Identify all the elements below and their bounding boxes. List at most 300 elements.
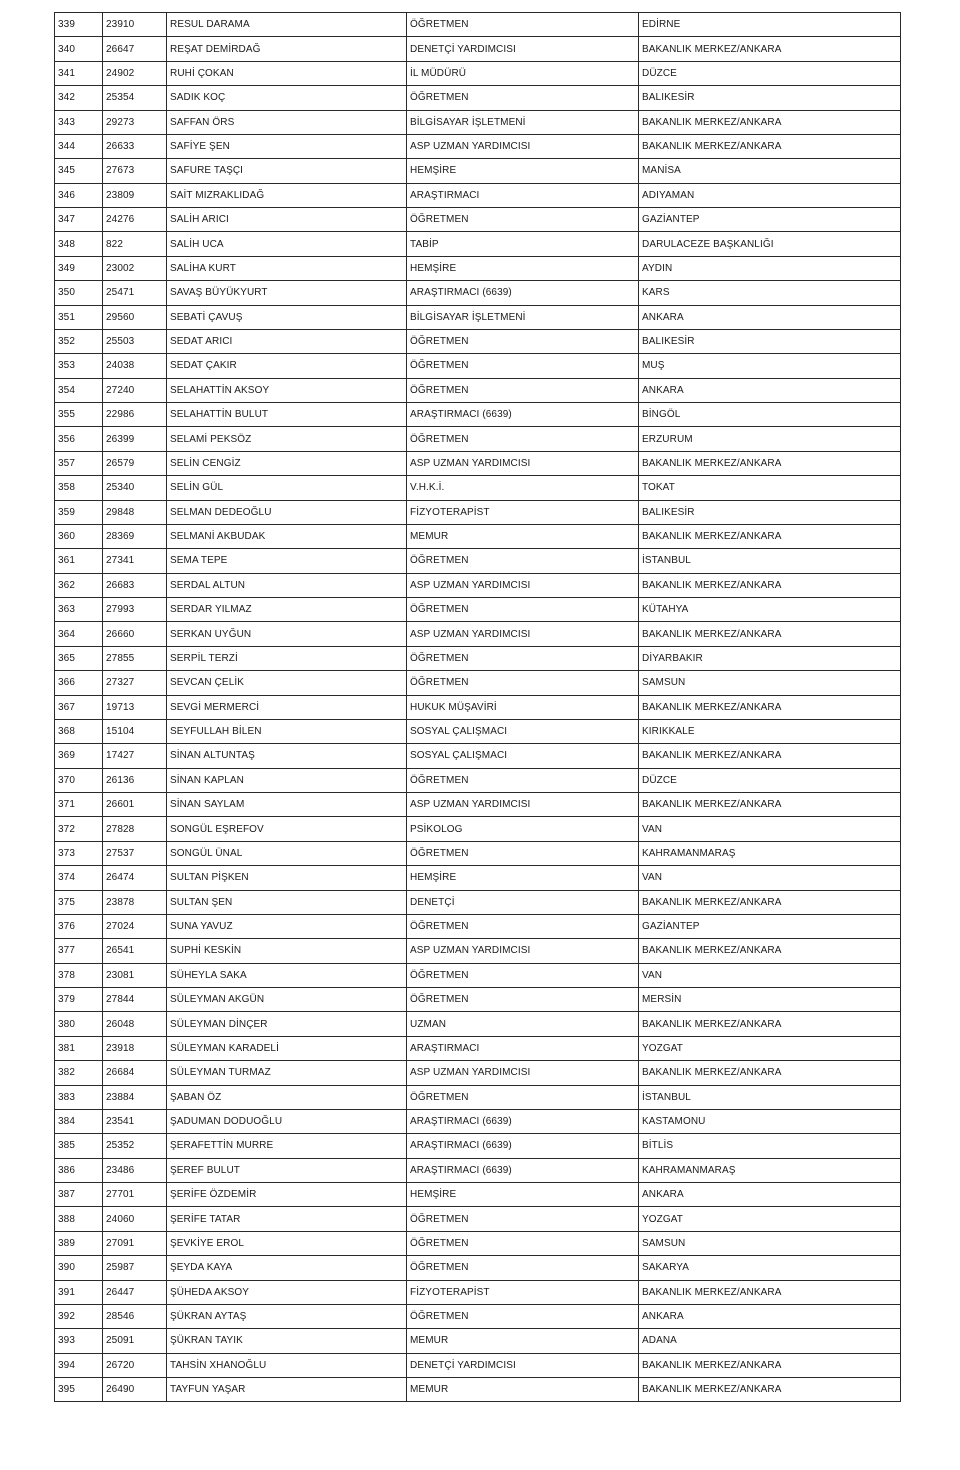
- job-title-cell: ÖĞRETMEN: [407, 963, 639, 987]
- registry-number-cell: 26683: [103, 573, 167, 597]
- row-number-cell: 386: [55, 1158, 103, 1182]
- assigned-unit-cell: YOZGAT: [639, 1207, 901, 1231]
- full-name-cell: SELMAN DEDEOĞLU: [167, 500, 407, 524]
- table-row: [55, 232, 901, 256]
- registry-number-cell: 29273: [103, 110, 167, 134]
- registry-number-cell: 15104: [103, 719, 167, 743]
- row-number-cell: 355: [55, 403, 103, 427]
- row-number-cell: 377: [55, 939, 103, 963]
- row-number-cell: 391: [55, 1280, 103, 1304]
- full-name-cell: ŞABAN ÖZ: [167, 1085, 407, 1109]
- row-number-cell: 356: [55, 427, 103, 451]
- full-name-cell: SUPHİ KESKİN: [167, 939, 407, 963]
- row-number-cell: 389: [55, 1231, 103, 1255]
- job-title-cell: ÖĞRETMEN: [407, 988, 639, 1012]
- table-row: [55, 1256, 901, 1280]
- table-row: [55, 744, 901, 768]
- row-number-cell: 353: [55, 354, 103, 378]
- assigned-unit-cell: BAKANLIK MERKEZ/ANKARA: [639, 695, 901, 719]
- row-number-cell: 361: [55, 549, 103, 573]
- row-number-cell: 388: [55, 1207, 103, 1231]
- table-row: [55, 37, 901, 61]
- row-number-cell: 368: [55, 719, 103, 743]
- full-name-cell: ŞÜKRAN TAYIK: [167, 1329, 407, 1353]
- table-row: [55, 1378, 901, 1402]
- table-row: [55, 1183, 901, 1207]
- row-number-cell: 350: [55, 281, 103, 305]
- table-row: [55, 1134, 901, 1158]
- row-number-cell: 392: [55, 1304, 103, 1328]
- row-number-cell: 363: [55, 598, 103, 622]
- job-title-cell: MEMUR: [407, 1378, 639, 1402]
- full-name-cell: SERDAR YILMAZ: [167, 598, 407, 622]
- table-row: [55, 427, 901, 451]
- registry-number-cell: 25987: [103, 1256, 167, 1280]
- assigned-unit-cell: BALIKESİR: [639, 86, 901, 110]
- full-name-cell: SİNAN ALTUNTAŞ: [167, 744, 407, 768]
- row-number-cell: 339: [55, 13, 103, 37]
- full-name-cell: RUHİ ÇOKAN: [167, 61, 407, 85]
- row-number-cell: 371: [55, 793, 103, 817]
- table-row: [55, 1231, 901, 1255]
- table-row: [55, 1158, 901, 1182]
- job-title-cell: ASP UZMAN YARDIMCISI: [407, 939, 639, 963]
- registry-number-cell: 23002: [103, 256, 167, 280]
- full-name-cell: SULTAN ŞEN: [167, 890, 407, 914]
- job-title-cell: PSİKOLOG: [407, 817, 639, 841]
- row-number-cell: 394: [55, 1353, 103, 1377]
- job-title-cell: ARAŞTIRMACI (6639): [407, 1158, 639, 1182]
- assigned-unit-cell: BAKANLIK MERKEZ/ANKARA: [639, 744, 901, 768]
- assigned-unit-cell: BAKANLIK MERKEZ/ANKARA: [639, 1378, 901, 1402]
- table-row: [55, 1012, 901, 1036]
- job-title-cell: ÖĞRETMEN: [407, 427, 639, 451]
- assigned-unit-cell: GAZİANTEP: [639, 914, 901, 938]
- table-row: [55, 1280, 901, 1304]
- assigned-unit-cell: BAKANLIK MERKEZ/ANKARA: [639, 622, 901, 646]
- table-row: [55, 646, 901, 670]
- full-name-cell: SAFİYE ŞEN: [167, 134, 407, 158]
- row-number-cell: 365: [55, 646, 103, 670]
- personnel-table-body: [55, 13, 901, 1402]
- row-number-cell: 341: [55, 61, 103, 85]
- table-row: [55, 110, 901, 134]
- registry-number-cell: 24276: [103, 208, 167, 232]
- row-number-cell: 374: [55, 866, 103, 890]
- full-name-cell: SÜHEYLA SAKA: [167, 963, 407, 987]
- row-number-cell: 347: [55, 208, 103, 232]
- row-number-cell: 352: [55, 329, 103, 353]
- assigned-unit-cell: KASTAMONU: [639, 1109, 901, 1133]
- assigned-unit-cell: EDİRNE: [639, 13, 901, 37]
- table-row: [55, 866, 901, 890]
- registry-number-cell: 26048: [103, 1012, 167, 1036]
- job-title-cell: BİLGİSAYAR İŞLETMENİ: [407, 305, 639, 329]
- assigned-unit-cell: BAKANLIK MERKEZ/ANKARA: [639, 793, 901, 817]
- full-name-cell: SERPİL TERZİ: [167, 646, 407, 670]
- row-number-cell: 375: [55, 890, 103, 914]
- table-row: [55, 573, 901, 597]
- assigned-unit-cell: BAKANLIK MERKEZ/ANKARA: [639, 1061, 901, 1085]
- row-number-cell: 343: [55, 110, 103, 134]
- registry-number-cell: 26490: [103, 1378, 167, 1402]
- full-name-cell: SEYFULLAH BİLEN: [167, 719, 407, 743]
- registry-number-cell: 24902: [103, 61, 167, 85]
- registry-number-cell: 27844: [103, 988, 167, 1012]
- assigned-unit-cell: DÜZCE: [639, 768, 901, 792]
- full-name-cell: ŞÜKRAN AYTAŞ: [167, 1304, 407, 1328]
- full-name-cell: SAVAŞ BÜYÜKYURT: [167, 281, 407, 305]
- table-row: [55, 1085, 901, 1109]
- registry-number-cell: 25352: [103, 1134, 167, 1158]
- row-number-cell: 359: [55, 500, 103, 524]
- full-name-cell: SEDAT ARICI: [167, 329, 407, 353]
- registry-number-cell: 29848: [103, 500, 167, 524]
- row-number-cell: 380: [55, 1012, 103, 1036]
- row-number-cell: 367: [55, 695, 103, 719]
- assigned-unit-cell: VAN: [639, 817, 901, 841]
- job-title-cell: FİZYOTERAPİST: [407, 1280, 639, 1304]
- table-row: [55, 1207, 901, 1231]
- table-row: [55, 403, 901, 427]
- full-name-cell: SÜLEYMAN TURMAZ: [167, 1061, 407, 1085]
- table-row: [55, 86, 901, 110]
- full-name-cell: SALİHA KURT: [167, 256, 407, 280]
- job-title-cell: ASP UZMAN YARDIMCISI: [407, 793, 639, 817]
- row-number-cell: 346: [55, 183, 103, 207]
- table-row: [55, 1061, 901, 1085]
- assigned-unit-cell: BAKANLIK MERKEZ/ANKARA: [639, 524, 901, 548]
- registry-number-cell: 23910: [103, 13, 167, 37]
- job-title-cell: ÖĞRETMEN: [407, 1256, 639, 1280]
- job-title-cell: V.H.K.İ.: [407, 476, 639, 500]
- registry-number-cell: 26720: [103, 1353, 167, 1377]
- full-name-cell: TAYFUN YAŞAR: [167, 1378, 407, 1402]
- assigned-unit-cell: MANİSA: [639, 159, 901, 183]
- full-name-cell: SELİN GÜL: [167, 476, 407, 500]
- registry-number-cell: 29560: [103, 305, 167, 329]
- registry-number-cell: 23918: [103, 1036, 167, 1060]
- job-title-cell: FİZYOTERAPİST: [407, 500, 639, 524]
- assigned-unit-cell: AYDIN: [639, 256, 901, 280]
- job-title-cell: TABİP: [407, 232, 639, 256]
- table-row: [55, 1109, 901, 1133]
- job-title-cell: HEMŞİRE: [407, 1183, 639, 1207]
- assigned-unit-cell: ANKARA: [639, 1183, 901, 1207]
- row-number-cell: 357: [55, 451, 103, 475]
- row-number-cell: 385: [55, 1134, 103, 1158]
- registry-number-cell: 26541: [103, 939, 167, 963]
- registry-number-cell: 22986: [103, 403, 167, 427]
- assigned-unit-cell: KAHRAMANMARAŞ: [639, 1158, 901, 1182]
- job-title-cell: MEMUR: [407, 1329, 639, 1353]
- assigned-unit-cell: ANKARA: [639, 378, 901, 402]
- job-title-cell: ÖĞRETMEN: [407, 671, 639, 695]
- full-name-cell: ŞERİFE ÖZDEMİR: [167, 1183, 407, 1207]
- assigned-unit-cell: DİYARBAKIR: [639, 646, 901, 670]
- row-number-cell: 384: [55, 1109, 103, 1133]
- job-title-cell: SOSYAL ÇALIŞMACI: [407, 744, 639, 768]
- table-row: [55, 695, 901, 719]
- table-row: [55, 1353, 901, 1377]
- row-number-cell: 383: [55, 1085, 103, 1109]
- full-name-cell: SALİH ARICI: [167, 208, 407, 232]
- assigned-unit-cell: KAHRAMANMARAŞ: [639, 841, 901, 865]
- assigned-unit-cell: BAKANLIK MERKEZ/ANKARA: [639, 1012, 901, 1036]
- row-number-cell: 378: [55, 963, 103, 987]
- row-number-cell: 360: [55, 524, 103, 548]
- full-name-cell: SELİN CENGİZ: [167, 451, 407, 475]
- row-number-cell: 390: [55, 1256, 103, 1280]
- full-name-cell: TAHSİN XHANOĞLU: [167, 1353, 407, 1377]
- full-name-cell: SONGÜL ÜNAL: [167, 841, 407, 865]
- assigned-unit-cell: BALIKESİR: [639, 329, 901, 353]
- personnel-table: [54, 12, 901, 1402]
- job-title-cell: ÖĞRETMEN: [407, 598, 639, 622]
- registry-number-cell: 27240: [103, 378, 167, 402]
- job-title-cell: BİLGİSAYAR İŞLETMENİ: [407, 110, 639, 134]
- assigned-unit-cell: İSTANBUL: [639, 1085, 901, 1109]
- table-row: [55, 500, 901, 524]
- assigned-unit-cell: SAMSUN: [639, 1231, 901, 1255]
- full-name-cell: SEMA TEPE: [167, 549, 407, 573]
- job-title-cell: ÖĞRETMEN: [407, 768, 639, 792]
- table-row: [55, 890, 901, 914]
- table-row: [55, 208, 901, 232]
- full-name-cell: ŞEYDA KAYA: [167, 1256, 407, 1280]
- job-title-cell: ÖĞRETMEN: [407, 1085, 639, 1109]
- full-name-cell: ŞERAFETTİN MURRE: [167, 1134, 407, 1158]
- assigned-unit-cell: ERZURUM: [639, 427, 901, 451]
- table-row: [55, 768, 901, 792]
- registry-number-cell: 25091: [103, 1329, 167, 1353]
- table-row: [55, 378, 901, 402]
- table-row: [55, 134, 901, 158]
- assigned-unit-cell: BİNGÖL: [639, 403, 901, 427]
- job-title-cell: ASP UZMAN YARDIMCISI: [407, 1061, 639, 1085]
- table-row: [55, 305, 901, 329]
- job-title-cell: HEMŞİRE: [407, 866, 639, 890]
- registry-number-cell: 28546: [103, 1304, 167, 1328]
- table-row: [55, 61, 901, 85]
- registry-number-cell: 25340: [103, 476, 167, 500]
- job-title-cell: DENETÇİ YARDIMCISI: [407, 37, 639, 61]
- full-name-cell: ŞEREF BULUT: [167, 1158, 407, 1182]
- registry-number-cell: 26399: [103, 427, 167, 451]
- full-name-cell: RESUL DARAMA: [167, 13, 407, 37]
- full-name-cell: SERKAN UYĞUN: [167, 622, 407, 646]
- assigned-unit-cell: BAKANLIK MERKEZ/ANKARA: [639, 110, 901, 134]
- full-name-cell: ŞERİFE TATAR: [167, 1207, 407, 1231]
- registry-number-cell: 27327: [103, 671, 167, 695]
- registry-number-cell: 25503: [103, 329, 167, 353]
- table-row: [55, 622, 901, 646]
- full-name-cell: SERDAL ALTUN: [167, 573, 407, 597]
- full-name-cell: SEVGİ MERMERCİ: [167, 695, 407, 719]
- job-title-cell: ARAŞTIRMACI (6639): [407, 403, 639, 427]
- job-title-cell: ARAŞTIRMACI (6639): [407, 281, 639, 305]
- job-title-cell: ÖĞRETMEN: [407, 841, 639, 865]
- full-name-cell: ŞADUMAN DODUOĞLU: [167, 1109, 407, 1133]
- registry-number-cell: 26136: [103, 768, 167, 792]
- full-name-cell: SÜLEYMAN KARADELİ: [167, 1036, 407, 1060]
- row-number-cell: 354: [55, 378, 103, 402]
- assigned-unit-cell: BALIKESİR: [639, 500, 901, 524]
- registry-number-cell: 27537: [103, 841, 167, 865]
- registry-number-cell: 27828: [103, 817, 167, 841]
- registry-number-cell: 27673: [103, 159, 167, 183]
- registry-number-cell: 27024: [103, 914, 167, 938]
- full-name-cell: SEDAT ÇAKIR: [167, 354, 407, 378]
- registry-number-cell: 26601: [103, 793, 167, 817]
- table-row: [55, 793, 901, 817]
- assigned-unit-cell: DÜZCE: [639, 61, 901, 85]
- job-title-cell: ARAŞTIRMACI: [407, 1036, 639, 1060]
- table-row: [55, 817, 901, 841]
- full-name-cell: SAİT MIZRAKLIDAĞ: [167, 183, 407, 207]
- full-name-cell: SÜLEYMAN AKGÜN: [167, 988, 407, 1012]
- job-title-cell: ÖĞRETMEN: [407, 329, 639, 353]
- job-title-cell: ÖĞRETMEN: [407, 13, 639, 37]
- job-title-cell: HUKUK MÜŞAVİRİ: [407, 695, 639, 719]
- job-title-cell: ÖĞRETMEN: [407, 208, 639, 232]
- job-title-cell: ÖĞRETMEN: [407, 378, 639, 402]
- job-title-cell: UZMAN: [407, 1012, 639, 1036]
- table-row: [55, 451, 901, 475]
- assigned-unit-cell: BAKANLIK MERKEZ/ANKARA: [639, 37, 901, 61]
- full-name-cell: SİNAN KAPLAN: [167, 768, 407, 792]
- assigned-unit-cell: SAKARYA: [639, 1256, 901, 1280]
- full-name-cell: SULTAN PİŞKEN: [167, 866, 407, 890]
- registry-number-cell: 26633: [103, 134, 167, 158]
- registry-number-cell: 23486: [103, 1158, 167, 1182]
- assigned-unit-cell: YOZGAT: [639, 1036, 901, 1060]
- assigned-unit-cell: TOKAT: [639, 476, 901, 500]
- full-name-cell: SÜLEYMAN DİNÇER: [167, 1012, 407, 1036]
- assigned-unit-cell: ADANA: [639, 1329, 901, 1353]
- assigned-unit-cell: DARULACEZE BAŞKANLIĞI: [639, 232, 901, 256]
- assigned-unit-cell: KÜTAHYA: [639, 598, 901, 622]
- row-number-cell: 370: [55, 768, 103, 792]
- registry-number-cell: 26684: [103, 1061, 167, 1085]
- full-name-cell: SİNAN SAYLAM: [167, 793, 407, 817]
- row-number-cell: 369: [55, 744, 103, 768]
- row-number-cell: 372: [55, 817, 103, 841]
- assigned-unit-cell: BAKANLIK MERKEZ/ANKARA: [639, 573, 901, 597]
- row-number-cell: 349: [55, 256, 103, 280]
- assigned-unit-cell: BAKANLIK MERKEZ/ANKARA: [639, 939, 901, 963]
- full-name-cell: REŞAT DEMİRDAĞ: [167, 37, 407, 61]
- registry-number-cell: 28369: [103, 524, 167, 548]
- registry-number-cell: 27091: [103, 1231, 167, 1255]
- job-title-cell: İL MÜDÜRÜ: [407, 61, 639, 85]
- table-row: [55, 963, 901, 987]
- full-name-cell: SEVCAN ÇELİK: [167, 671, 407, 695]
- assigned-unit-cell: İSTANBUL: [639, 549, 901, 573]
- full-name-cell: SELAHATTİN AKSOY: [167, 378, 407, 402]
- job-title-cell: ÖĞRETMEN: [407, 354, 639, 378]
- full-name-cell: SAFFAN ÖRS: [167, 110, 407, 134]
- registry-number-cell: 26660: [103, 622, 167, 646]
- assigned-unit-cell: BAKANLIK MERKEZ/ANKARA: [639, 1280, 901, 1304]
- registry-number-cell: 24038: [103, 354, 167, 378]
- assigned-unit-cell: VAN: [639, 963, 901, 987]
- table-row: [55, 598, 901, 622]
- row-number-cell: 373: [55, 841, 103, 865]
- table-row: [55, 1329, 901, 1353]
- roster-sheet: [54, 12, 900, 1402]
- registry-number-cell: 23541: [103, 1109, 167, 1133]
- row-number-cell: 358: [55, 476, 103, 500]
- job-title-cell: ÖĞRETMEN: [407, 646, 639, 670]
- table-row: [55, 476, 901, 500]
- job-title-cell: ÖĞRETMEN: [407, 1231, 639, 1255]
- registry-number-cell: 27993: [103, 598, 167, 622]
- registry-number-cell: 26579: [103, 451, 167, 475]
- full-name-cell: SADIK KOÇ: [167, 86, 407, 110]
- row-number-cell: 366: [55, 671, 103, 695]
- job-title-cell: HEMŞİRE: [407, 159, 639, 183]
- full-name-cell: SELMANİ AKBUDAK: [167, 524, 407, 548]
- row-number-cell: 342: [55, 86, 103, 110]
- row-number-cell: 395: [55, 1378, 103, 1402]
- job-title-cell: HEMŞİRE: [407, 256, 639, 280]
- assigned-unit-cell: ADIYAMAN: [639, 183, 901, 207]
- assigned-unit-cell: BAKANLIK MERKEZ/ANKARA: [639, 890, 901, 914]
- assigned-unit-cell: BİTLİS: [639, 1134, 901, 1158]
- table-row: [55, 914, 901, 938]
- registry-number-cell: 27701: [103, 1183, 167, 1207]
- full-name-cell: SEBATİ ÇAVUŞ: [167, 305, 407, 329]
- table-row: [55, 281, 901, 305]
- assigned-unit-cell: VAN: [639, 866, 901, 890]
- assigned-unit-cell: KIRIKKALE: [639, 719, 901, 743]
- row-number-cell: 351: [55, 305, 103, 329]
- row-number-cell: 364: [55, 622, 103, 646]
- assigned-unit-cell: BAKANLIK MERKEZ/ANKARA: [639, 1353, 901, 1377]
- table-row: [55, 256, 901, 280]
- registry-number-cell: 23884: [103, 1085, 167, 1109]
- registry-number-cell: 19713: [103, 695, 167, 719]
- registry-number-cell: 23081: [103, 963, 167, 987]
- job-title-cell: ARAŞTIRMACI: [407, 183, 639, 207]
- registry-number-cell: 17427: [103, 744, 167, 768]
- job-title-cell: ÖĞRETMEN: [407, 1207, 639, 1231]
- row-number-cell: 393: [55, 1329, 103, 1353]
- registry-number-cell: 24060: [103, 1207, 167, 1231]
- registry-number-cell: 25354: [103, 86, 167, 110]
- full-name-cell: SELAMİ PEKSÖZ: [167, 427, 407, 451]
- table-row: [55, 841, 901, 865]
- assigned-unit-cell: BAKANLIK MERKEZ/ANKARA: [639, 451, 901, 475]
- table-row: [55, 183, 901, 207]
- table-row: [55, 719, 901, 743]
- table-row: [55, 524, 901, 548]
- full-name-cell: SONGÜL EŞREFOV: [167, 817, 407, 841]
- registry-number-cell: 822: [103, 232, 167, 256]
- table-row: [55, 671, 901, 695]
- registry-number-cell: 23878: [103, 890, 167, 914]
- assigned-unit-cell: SAMSUN: [639, 671, 901, 695]
- assigned-unit-cell: MERSİN: [639, 988, 901, 1012]
- registry-number-cell: 26447: [103, 1280, 167, 1304]
- assigned-unit-cell: GAZİANTEP: [639, 208, 901, 232]
- full-name-cell: SALİH UCA: [167, 232, 407, 256]
- registry-number-cell: 27855: [103, 646, 167, 670]
- row-number-cell: 340: [55, 37, 103, 61]
- job-title-cell: ÖĞRETMEN: [407, 914, 639, 938]
- full-name-cell: SELAHATTİN BULUT: [167, 403, 407, 427]
